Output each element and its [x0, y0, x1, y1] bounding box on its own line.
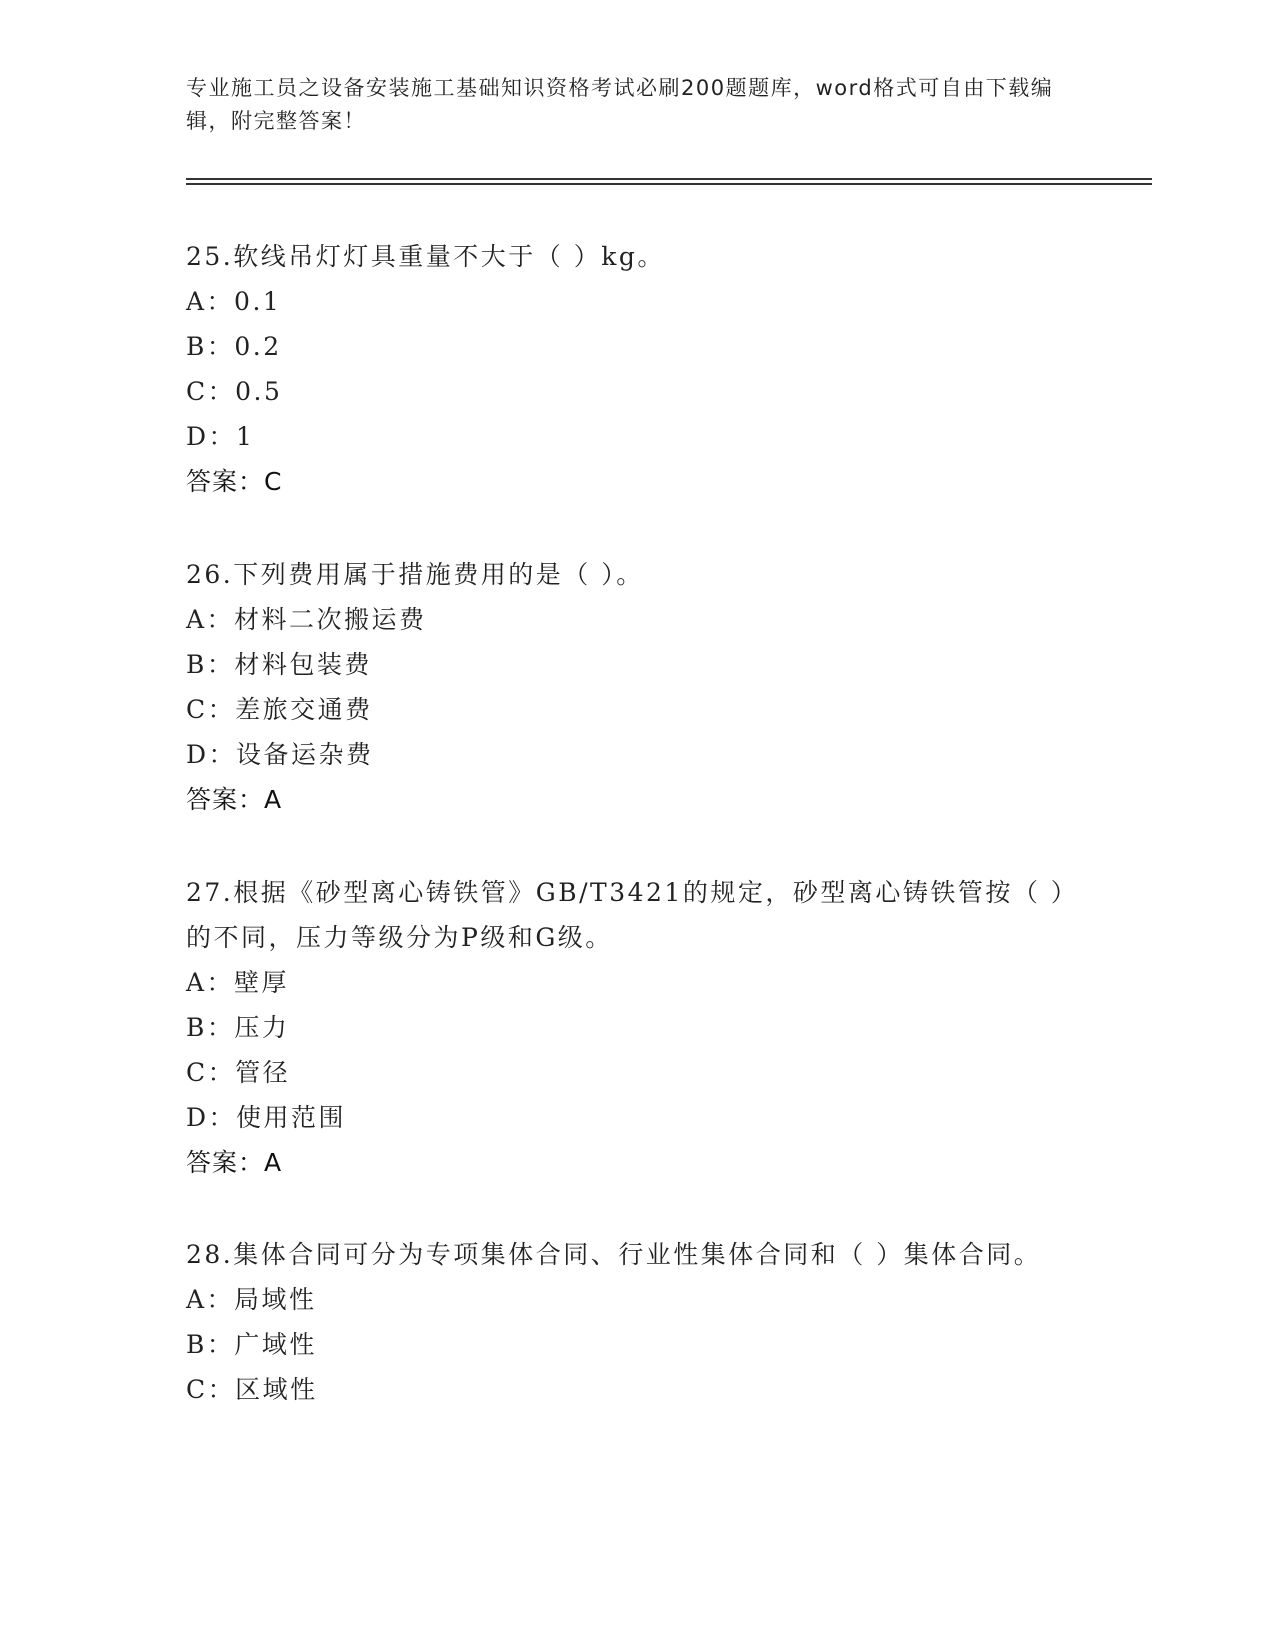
- option-b: B：材料包装费: [186, 650, 372, 679]
- question-26: [186, 552, 1066, 822]
- option-d: D：设备运杂费: [186, 740, 374, 769]
- question-28: [186, 1232, 1066, 1412]
- answer: 答案：A: [186, 785, 283, 814]
- question-stem: 25.软线吊灯灯具重量不大于（ ）kg。: [186, 242, 665, 271]
- header-divider-top: [186, 178, 1152, 180]
- answer: 答案：C: [186, 467, 283, 496]
- document-header: 专业施工员之设备安装施工基础知识资格考试必刷200题题库，word格式可自由下载编辑，附完整答案！: [186, 76, 1054, 133]
- option-c: C：区域性: [186, 1375, 318, 1404]
- question-25: [186, 234, 1066, 504]
- question-stem: 28.集体合同可分为专项集体合同、行业性集体合同和（ ）集体合同。: [186, 1240, 1042, 1269]
- option-b: B：压力: [186, 1013, 290, 1042]
- answer: 答案：A: [186, 1148, 283, 1177]
- option-a: A：0.1: [186, 287, 282, 316]
- option-a: A：材料二次搬运费: [186, 605, 427, 634]
- option-a: A：局域性: [186, 1285, 317, 1314]
- option-a: A：壁厚: [186, 968, 290, 997]
- option-b: B：0.2: [186, 332, 282, 361]
- option-b: B：广域性: [186, 1330, 317, 1359]
- option-c: C：差旅交通费: [186, 695, 373, 724]
- option-d: D：1: [186, 422, 255, 451]
- option-c: C：管径: [186, 1058, 291, 1087]
- option-c: C：0.5: [186, 377, 283, 406]
- question-stem: 27.根据《砂型离心铸铁管》GB/T3421的规定，砂型离心铸铁管按（ ）的不同，压力等级分为P级和G级。: [186, 878, 1066, 952]
- question-27: [186, 870, 1066, 1185]
- question-stem: 26.下列费用属于措施费用的是（ ）。: [186, 560, 644, 589]
- header-divider-bottom: [186, 183, 1152, 185]
- option-d: D：使用范围: [186, 1103, 347, 1132]
